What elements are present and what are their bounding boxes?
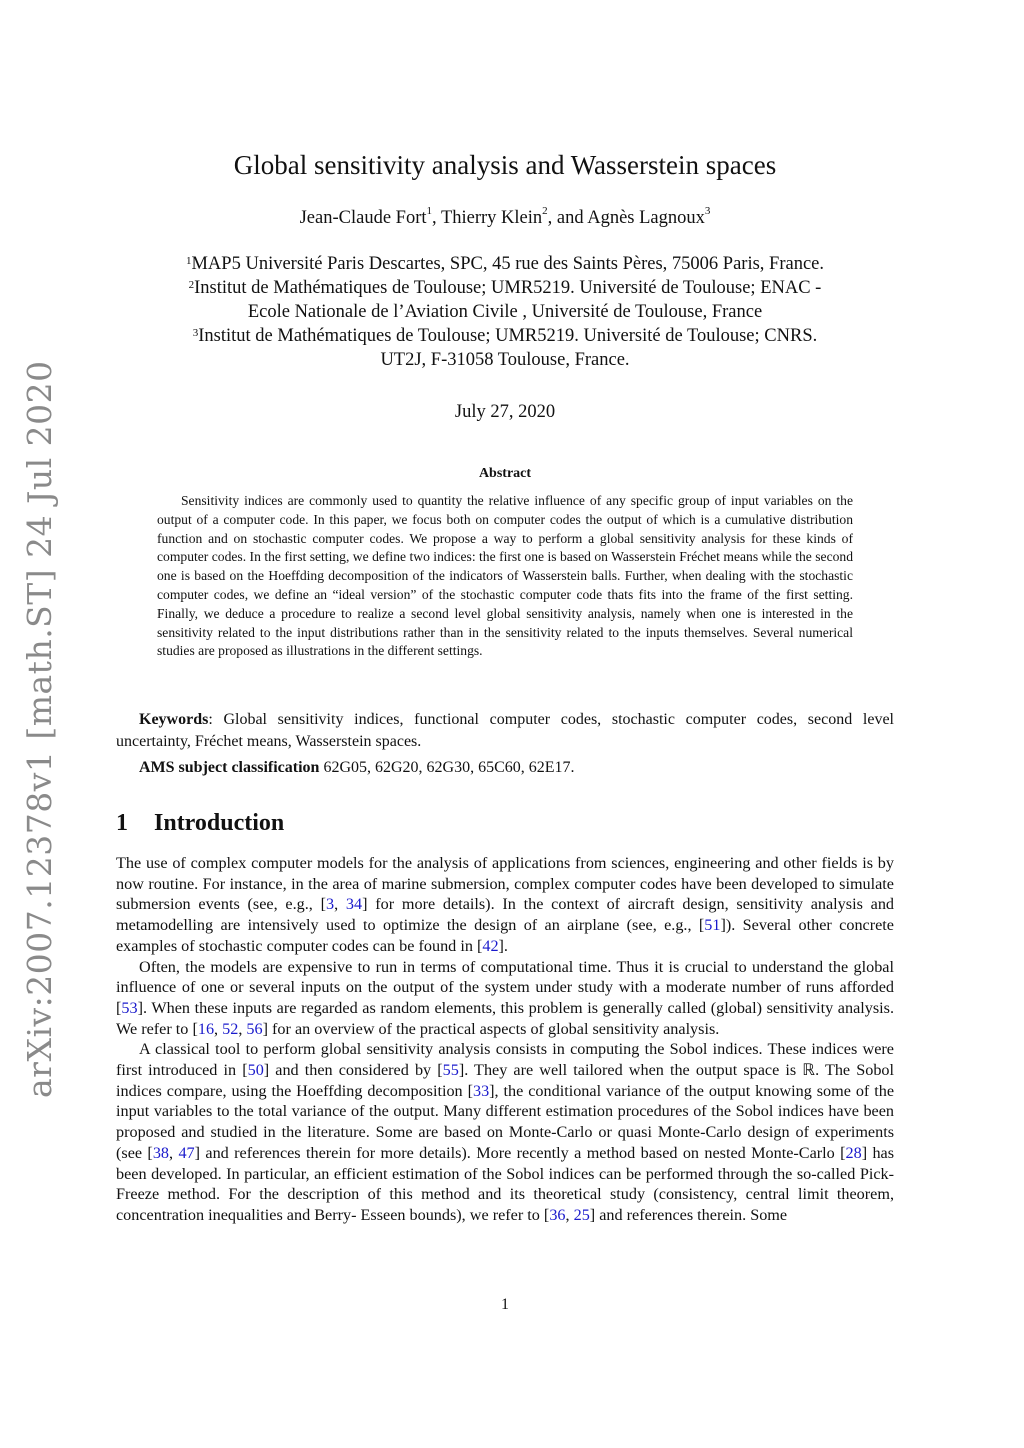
arxiv-identifier-stamp: arXiv:2007.12378v1 [math.ST] 24 Jul 2020	[20, 360, 59, 1098]
citation-separator: ,	[565, 1205, 574, 1224]
affiliation-line	[0, 252, 1010, 276]
affiliation-line	[0, 324, 1010, 348]
affiliation-marker: 1	[426, 205, 433, 217]
keywords-paragraph	[116, 709, 894, 753]
body-text: ] for an overview of the practical aspects of global sensitivity analysis.	[262, 1019, 720, 1038]
intro-paragraph-2	[116, 957, 894, 1040]
author-name: Thierry Klein	[440, 208, 543, 228]
affiliation-text: Institut de Mathématiques de Toulouse; UMR5219. Université de Toulouse; CNRS.	[198, 326, 818, 346]
citation-link[interactable]: 53	[121, 998, 138, 1017]
author-separator: , and	[547, 208, 588, 228]
author-separator: ,	[432, 208, 441, 228]
body-text: Often, the models are expensive to run in terms of computational time. Thus it is crucial to understand the global influence of one or several inputs on the output of the system under study with a moderate number of runs afforded [	[116, 957, 894, 1017]
affiliation-marker: 2	[188, 279, 195, 291]
citation-link[interactable]: 33	[472, 1081, 490, 1100]
section-title: Introduction	[154, 810, 285, 836]
ams-label: AMS subject classification	[139, 759, 320, 776]
affiliation-text: Ecole Nationale de l’Aviation Civile , Université de Toulouse, France	[247, 302, 763, 322]
keywords-block	[116, 709, 894, 753]
body-text: ]. When these inputs are regarded as random elements, this problem is generally called (global) sensitivity analysis. We refer to [	[116, 998, 894, 1038]
keywords-label: Keywords	[139, 711, 209, 728]
paper-date: July 27, 2020	[454, 402, 556, 422]
affiliation-text: Institut de Mathématiques de Toulouse; UMR5219. Université de Toulouse; ENAC -	[194, 278, 822, 298]
body-text: ]). Several other concrete examples of stochastic computer codes can be found in [	[116, 916, 894, 955]
keywords-text: : Global sensitivity indices, functional computer codes, stochastic computer codes, second level uncertainty, Fréchet means, Wasserstein spaces.	[116, 711, 894, 750]
citation-link[interactable]: 28	[845, 1143, 862, 1162]
body-text: ] and references therein for more details). More recently a method based on nested Monte-Carlo [	[194, 1143, 846, 1162]
affiliation-marker: 1	[185, 255, 192, 267]
section-heading-introduction	[116, 810, 284, 837]
abstract-body	[157, 492, 853, 661]
author-list	[0, 205, 1010, 229]
body-text: ].	[498, 936, 508, 955]
citation-separator: ,	[238, 1019, 247, 1038]
citation-link[interactable]: 36	[549, 1205, 566, 1224]
citation-link[interactable]: 50	[247, 1061, 264, 1080]
citation-link[interactable]: 47	[178, 1143, 195, 1162]
body-text: ] and references therein. Some	[589, 1205, 788, 1224]
citation-link[interactable]: 3	[325, 895, 335, 914]
citation-link[interactable]: 51	[704, 916, 721, 935]
citation-link[interactable]: 55	[442, 1061, 459, 1080]
affiliation-line	[0, 300, 1010, 324]
citation-link[interactable]: 34	[345, 895, 363, 914]
citation-link[interactable]: 42	[482, 936, 499, 955]
affiliation-marker: 3	[192, 327, 199, 339]
abstract-heading: Abstract	[478, 466, 532, 481]
affiliation-marker: 2	[542, 205, 548, 217]
intro-paragraph-3	[116, 1039, 894, 1225]
section-number: 1	[116, 810, 128, 836]
introduction-body	[116, 853, 894, 1226]
body-text: A classical tool to perform global sensitivity analysis consists in computing the Sobol indices. These indices were first introduced in [	[116, 1040, 894, 1080]
affiliations	[0, 252, 1010, 372]
paper-title: Global sensitivity analysis and Wasserstein spaces	[233, 150, 777, 180]
affiliation-text: UT2J, F-31058 Toulouse, France.	[380, 350, 630, 370]
citation-separator: ,	[334, 895, 346, 914]
citation-separator: ,	[169, 1143, 179, 1162]
body-text: ]. They are well tailored when the output space is ℝ. The Sobol indices compare, using the Hoeffding decomposition [	[116, 1061, 894, 1100]
citation-link[interactable]: 56	[246, 1019, 263, 1038]
citation-link[interactable]: 25	[573, 1205, 590, 1224]
citation-link[interactable]: 16	[197, 1019, 215, 1038]
citation-link[interactable]: 38	[152, 1143, 170, 1162]
author-name: Agnès Lagnoux	[587, 208, 705, 228]
page-number: 1	[501, 1296, 509, 1313]
citation-link[interactable]: 52	[222, 1019, 239, 1038]
ams-codes: 62G05, 62G20, 62G30, 65C60, 62E17.	[319, 759, 575, 776]
body-text: The use of complex computer models for the analysis of applications from sciences, engineering and other fields is by now routine. For instance, in the area of marine submersion, complex computer codes have been developed to simulate submersion events (see, e.g., [	[116, 854, 894, 914]
intro-paragraph-1	[116, 853, 894, 957]
citation-separator: ,	[214, 1019, 223, 1038]
body-text: ] has been developed. In particular, an efficient estimation of the Sobol indices can be performed through the so-called Pick-Freeze method. For the description of this method and its theoretical study (consistency, central limit theorem, concentration inequalities and Berry- Esseen bounds), we refer to [	[116, 1143, 895, 1224]
body-text: ] and then considered by [	[263, 1061, 443, 1080]
affiliation-line	[0, 276, 1010, 300]
author-name: Jean-Claude Fort	[299, 208, 427, 228]
affiliation-marker: 3	[704, 205, 711, 217]
abstract-text: Sensitivity indices are commonly used to quantity the relative influence of any specific group of input variables on the output of a computer code. In this paper, we focus both on computer codes the output of which is a cumulative distribution function and on stochastic computer codes. We propose a way to perform a global sensitivity analysis for these kinds of computer codes. In the first setting, we define two indices: the first one is based on Wasserstein Fréchet means while the second one is based on the Hoeffding decomposition of the indicators of Wasserstein balls. Further, when dealing with the stochastic computer codes, we define an “ideal version” of the stochastic computer code thats fits into the frame of the first setting. Finally, we deduce a procedure to realize a second level global sensitivity analysis, namely when one is interested in the sensitivity related to the input distributions rather than in the sensitivity related to the inputs themselves. Several numerical studies are proposed as illustrations in the different settings.	[157, 493, 853, 659]
body-text: ] for more details). In the context of aircraft design, sensitivity analysis and metamodelling are intensively used to optimize the design of an airplane (see, e.g., [	[116, 895, 895, 935]
affiliation-line	[0, 348, 1010, 372]
affiliation-text: MAP5 Université Paris Descartes, SPC, 45 rue des Saints Pères, 75006 Paris, France.	[191, 254, 825, 274]
ams-classification	[116, 759, 894, 777]
body-text: ], the conditional variance of the output knowing some of the input variables to the total variance of the output. Many different estimation procedures of the Sobol indices have been proposed and studied in the literature. Some are based on Monte-Carlo or quasi Monte-Carlo design of experiments (see [	[116, 1081, 895, 1162]
